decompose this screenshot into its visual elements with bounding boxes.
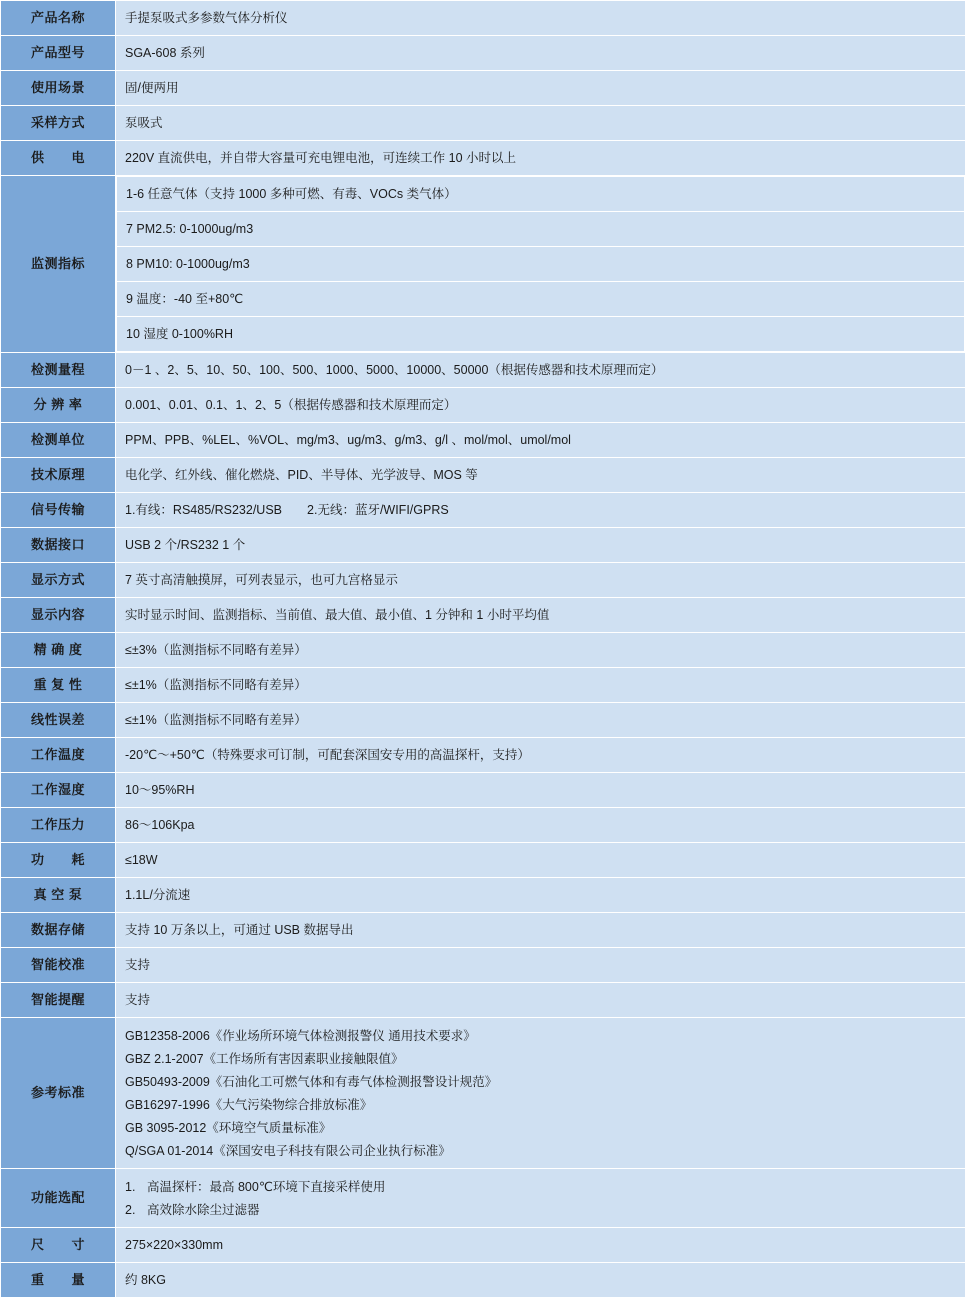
standard-line: GB12358-2006《作业场所环境气体检测报警仪 通用技术要求》 [125, 1028, 476, 1043]
table-row [1, 703, 966, 738]
table-row [1, 71, 966, 106]
row-label-working-pressure: 工作压力 [1, 808, 116, 843]
row-value-product-name: 手提泵吸式多参数气体分析仪 [116, 1, 966, 36]
row-label-power-supply: 供 电 [1, 141, 116, 176]
table-row [1, 773, 966, 808]
row-label-display-content: 显示内容 [1, 598, 116, 633]
row-value-reference-standards [116, 1018, 966, 1169]
row-label-reference-standards: 参考标准 [1, 1018, 116, 1169]
table-row [1, 1169, 966, 1228]
table-row [1, 1018, 966, 1169]
row-label-data-interface: 数据接口 [1, 528, 116, 563]
row-value-monitoring-indicators [116, 176, 966, 353]
row-value-vacuum-pump: 1.1L/分流速 [116, 878, 966, 913]
monitoring-indicator-item: 10 湿度 0-100%RH [117, 317, 965, 352]
row-value-technical-principle: 电化学、红外线、催化燃烧、PID、半导体、光学波导、MOS 等 [116, 458, 966, 493]
row-label-optional-functions: 功能选配 [1, 1169, 116, 1228]
standard-line: GBZ 2.1-2007《工作场所有害因素职业接触限值》 [125, 1051, 404, 1066]
row-label-accuracy: 精 确 度 [1, 633, 116, 668]
row-label-technical-principle: 技术原理 [1, 458, 116, 493]
row-value-display-method: 7 英寸高清触摸屏，可列表显示，也可九宫格显示 [116, 563, 966, 598]
row-value-optional-functions [116, 1169, 966, 1228]
row-label-detection-unit: 检测单位 [1, 423, 116, 458]
row-value-signal-transmission: 1.有线：RS485/RS232/USB 2.无线：蓝牙/WIFI/GPRS [116, 493, 966, 528]
table-row [1, 633, 966, 668]
monitoring-indicator-item: 7 PM2.5: 0-1000ug/m3 [117, 212, 965, 247]
row-label-vacuum-pump: 真 空 泵 [1, 878, 116, 913]
row-value-power-consumption: ≤18W [116, 843, 966, 878]
row-label-usage-scene: 使用场景 [1, 71, 116, 106]
monitoring-indicator-item: 9 温度：-40 至+80℃ [117, 282, 965, 317]
row-value-working-humidity: 10～95%RH [116, 773, 966, 808]
row-value-working-pressure: 86～106Kpa [116, 808, 966, 843]
table-row [1, 808, 966, 843]
table-row [1, 423, 966, 458]
row-label-detection-range: 检测量程 [1, 353, 116, 388]
option-line [125, 1198, 956, 1221]
table-row [1, 983, 966, 1018]
option-number: 1. [125, 1179, 136, 1194]
row-label-display-method: 显示方式 [1, 563, 116, 598]
monitoring-indicator-item: 8 PM10: 0-1000ug/m3 [117, 247, 965, 282]
row-value-repeatability: ≤±1%（监测指标不同略有差异） [116, 668, 966, 703]
row-label-dimensions: 尺 寸 [1, 1228, 116, 1263]
table-row [1, 176, 966, 353]
table-row [1, 528, 966, 563]
row-label-monitoring-indicators: 监测指标 [1, 176, 116, 353]
table-row [1, 1263, 966, 1298]
row-label-smart-calibration: 智能校准 [1, 948, 116, 983]
table-row [1, 1228, 966, 1263]
table-row [1, 1, 966, 36]
table-row [1, 458, 966, 493]
row-value-working-temperature: -20℃～+50℃（特殊要求可订制，可配套深国安专用的高温探杆，支持） [116, 738, 966, 773]
row-label-product-model: 产品型号 [1, 36, 116, 71]
table-row [1, 141, 966, 176]
row-value-smart-reminder: 支持 [116, 983, 966, 1018]
row-value-data-storage: 支持 10 万条以上，可通过 USB 数据导出 [116, 913, 966, 948]
table-row [1, 738, 966, 773]
row-value-detection-range: 0－1 、2、5、10、50、100、500、1000、5000、10000、50000（根据传感器和技术原理而定） [116, 353, 966, 388]
row-label-resolution: 分 辨 率 [1, 388, 116, 423]
table-row [1, 913, 966, 948]
option-number: 2. [125, 1202, 136, 1217]
option-line [125, 1175, 956, 1198]
row-label-linearity-error: 线性误差 [1, 703, 116, 738]
table-row [1, 106, 966, 141]
table-row [1, 36, 966, 71]
standard-line: GB16297-1996《大气污染物综合排放标准》 [125, 1097, 373, 1112]
row-value-accuracy: ≤±3%（监测指标不同略有差异） [116, 633, 966, 668]
row-label-power-consumption: 功 耗 [1, 843, 116, 878]
row-value-data-interface: USB 2 个/RS232 1 个 [116, 528, 966, 563]
row-value-product-model: SGA-608 系列 [116, 36, 966, 71]
row-label-working-temperature: 工作温度 [1, 738, 116, 773]
row-label-weight: 重 量 [1, 1263, 116, 1298]
row-value-resolution: 0.001、0.01、0.1、1、2、5（根据传感器和技术原理而定） [116, 388, 966, 423]
monitoring-indicator-item: 1-6 任意气体（支持 1000 多种可燃、有毒、VOCs 类气体） [117, 177, 965, 212]
row-label-data-storage: 数据存储 [1, 913, 116, 948]
row-value-linearity-error: ≤±1%（监测指标不同略有差异） [116, 703, 966, 738]
option-text: 高效除水除尘过滤器 [147, 1202, 260, 1217]
row-value-power-supply: 220V 直流供电，并自带大容量可充电锂电池，可连续工作 10 小时以上 [116, 141, 966, 176]
table-row [1, 598, 966, 633]
row-label-smart-reminder: 智能提醒 [1, 983, 116, 1018]
table-row [1, 878, 966, 913]
standard-line: GB 3095-2012《环境空气质量标准》 [125, 1120, 332, 1135]
row-value-display-content: 实时显示时间、监测指标、当前值、最大值、最小值、1 分钟和 1 小时平均值 [116, 598, 966, 633]
row-label-repeatability: 重 复 性 [1, 668, 116, 703]
monitoring-indicators-subtable [116, 176, 965, 352]
row-label-sampling-method: 采样方式 [1, 106, 116, 141]
row-value-weight: 约 8KG [116, 1263, 966, 1298]
table-row [1, 493, 966, 528]
table-row [1, 843, 966, 878]
table-row [1, 388, 966, 423]
standard-line: Q/SGA 01-2014《深国安电子科技有限公司企业执行标准》 [125, 1143, 451, 1158]
spec-table-body [1, 1, 966, 1298]
table-row [1, 948, 966, 983]
table-row [1, 563, 966, 598]
row-value-smart-calibration: 支持 [116, 948, 966, 983]
standard-line: GB50493-2009《石油化工可燃气体和有毒气体检测报警设计规范》 [125, 1074, 498, 1089]
row-value-detection-unit: PPM、PPB、%LEL、%VOL、mg/m3、ug/m3、g/m3、g/l 、mol/mol、umol/mol [116, 423, 966, 458]
row-value-usage-scene: 固/便两用 [116, 71, 966, 106]
row-label-product-name: 产品名称 [1, 1, 116, 36]
row-value-dimensions: 275×220×330mm [116, 1228, 966, 1263]
table-row [1, 353, 966, 388]
row-label-working-humidity: 工作湿度 [1, 773, 116, 808]
row-label-signal-transmission: 信号传输 [1, 493, 116, 528]
option-text: 高温探杆：最高 800℃环境下直接采样使用 [147, 1179, 386, 1194]
table-row [1, 668, 966, 703]
row-value-sampling-method: 泵吸式 [116, 106, 966, 141]
